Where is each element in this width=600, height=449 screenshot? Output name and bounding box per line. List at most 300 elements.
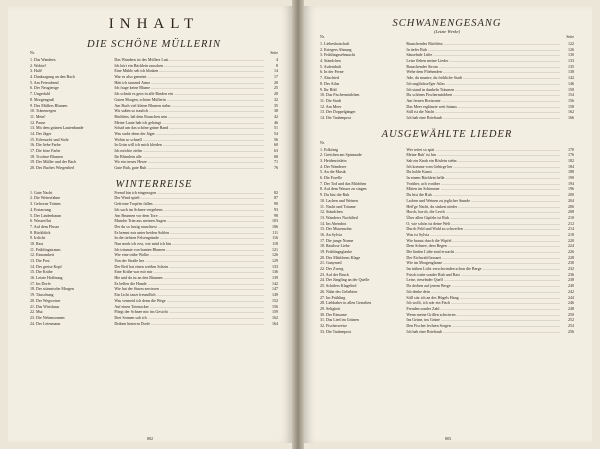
song-page: 139 bbox=[272, 275, 278, 281]
song-page: 121 bbox=[272, 246, 278, 252]
song-incipit: Ade, du muntre, du fröhliche Stadt ..... bbox=[406, 75, 560, 81]
song-incipit: War es also gemeint ..... bbox=[114, 74, 264, 80]
song-incipit: Dem Schnee, dem Regen ..... bbox=[406, 243, 560, 249]
song-title: 28. Liebhaber in allen Gestalten bbox=[320, 300, 372, 306]
song-page: 152 bbox=[272, 297, 278, 303]
song-title: 1. Gute Nacht bbox=[30, 189, 53, 195]
song-page: 154 bbox=[568, 92, 574, 98]
page-number-left: 802 bbox=[147, 436, 153, 441]
song-page: 164 bbox=[272, 320, 278, 326]
song-page: 51 bbox=[274, 125, 278, 131]
song-incipit: Wo ein treues Herze ..... bbox=[114, 159, 264, 165]
song-incipit: Gute Ruh, gute Ruh ..... bbox=[114, 165, 264, 171]
song-title: 3. Frühlingssehnsucht bbox=[320, 52, 356, 58]
song-incipit: Ich komme vom Gebirge her ..... bbox=[406, 164, 560, 170]
song-title: 14. Der Jäger bbox=[30, 130, 52, 136]
song-title: 15. Die Krähe bbox=[30, 269, 53, 275]
song-page: 236 bbox=[568, 271, 574, 277]
song-incipit: Rauschendes Bächlein ..... bbox=[406, 41, 560, 47]
song-title: 23. Die Nebensonnen bbox=[30, 314, 65, 320]
song-title: 5. Aufenthalt bbox=[320, 63, 341, 69]
song-page: 32 bbox=[274, 96, 278, 102]
song-title: 21. Ganymed bbox=[320, 260, 342, 266]
song-incipit: Der Reif hat einen weißen Schein ..... bbox=[114, 264, 264, 270]
song-page: 224 bbox=[568, 243, 574, 249]
song-title: 15. Eifersucht und Stolz bbox=[30, 136, 69, 142]
song-incipit: Du holde Kunst ..... bbox=[406, 169, 560, 175]
song-incipit: Den Fischer fechten Sorgen ..... bbox=[406, 323, 560, 329]
song-page: 93 bbox=[274, 206, 278, 212]
song-incipit: In Grün will ich mich kleiden ..... bbox=[114, 142, 264, 148]
song-incipit: Der Wind spielt ..... bbox=[114, 195, 264, 201]
song-page: 146 bbox=[568, 80, 574, 86]
song-title: 4. Danksagung an den Bach bbox=[30, 74, 75, 80]
song-incipit: Guten Morgen, schöne Müllerin ..... bbox=[114, 97, 264, 103]
song-title: 27. Im Frühling bbox=[320, 294, 346, 300]
song-page: 170 bbox=[568, 146, 574, 152]
song-incipit: Hie und da ist an den Bäumen ..... bbox=[114, 275, 264, 281]
song-incipit: Still ist die Nacht ..... bbox=[406, 109, 560, 115]
column-header-number: Nr. bbox=[320, 140, 325, 145]
song-title: 13. Mit dem grünen Lautenbande bbox=[30, 125, 84, 131]
song-page: 226 bbox=[568, 249, 574, 254]
song-incipit: Es brennt mir unter beiden Sohlen ..... bbox=[114, 230, 264, 236]
song-incipit: Wenn meine Grillen schwirren ..... bbox=[406, 312, 560, 318]
song-page: 240 bbox=[568, 283, 574, 289]
song-title: 24. Der Jüngling an der Quelle bbox=[320, 277, 370, 283]
song-list bbox=[30, 190, 278, 327]
song-title: 25. Schäfers Klagelied bbox=[320, 283, 357, 289]
song-page: 17 bbox=[274, 74, 278, 80]
song-incipit: Von der Straße her ..... bbox=[114, 258, 264, 264]
song-entry bbox=[320, 115, 574, 121]
song-title: 1. Erlkönig bbox=[320, 146, 338, 152]
song-title: 13. Wandrers Nachtlied bbox=[320, 214, 358, 220]
song-title: 9. Des Müllers Blumen bbox=[30, 102, 68, 108]
song-title: 11. Die Stadt bbox=[320, 97, 341, 103]
song-title: 7. Auf dem Flusse bbox=[30, 223, 60, 229]
column-header bbox=[320, 141, 574, 146]
column-header-number: Nr. bbox=[30, 51, 35, 55]
section-title: SCHWANENGESANG bbox=[392, 18, 502, 29]
song-page: 220 bbox=[568, 237, 574, 243]
song-incipit: Ins Grüne, ins Grüne ..... bbox=[406, 317, 560, 323]
song-incipit: Drüben hinterm Dorfe ..... bbox=[114, 321, 264, 327]
song-page: 20 bbox=[274, 79, 278, 85]
song-incipit: Der Eichwald brauset ..... bbox=[406, 255, 560, 261]
song-incipit: Ich such im Schnee vergebens ..... bbox=[114, 207, 264, 213]
song-incipit: Manche Trän aus meinen Augen ..... bbox=[114, 218, 264, 224]
song-title: 32. Fischerweise bbox=[320, 322, 347, 328]
song-title: 31. Das Lied im Grünen bbox=[320, 317, 359, 323]
song-title: 5. Der Lindenbaum bbox=[30, 212, 62, 218]
section-subtitle: (Letzte Werke) bbox=[434, 29, 460, 34]
song-incipit: Es bellen die Hunde ..... bbox=[114, 281, 264, 287]
song-title: 22. Der Zwerg bbox=[320, 266, 344, 272]
song-page: 188 bbox=[568, 169, 574, 175]
song-page: 248 bbox=[568, 305, 574, 311]
song-title: 6. Der Neugierige bbox=[30, 85, 59, 91]
song-incipit: Da droben auf jenem Berge ..... bbox=[406, 283, 560, 289]
song-incipit: Ich wollt, ich wär ein Fisch ..... bbox=[406, 300, 560, 306]
song-page: 116 bbox=[272, 235, 278, 241]
song-incipit: Der du so lustig rauschtest ..... bbox=[114, 224, 264, 230]
song-title: 12. Einsamkeit bbox=[30, 252, 54, 258]
song-list bbox=[320, 147, 574, 335]
song-title: 17. Die junge Nonne bbox=[320, 237, 354, 243]
song-page: 182 bbox=[568, 158, 574, 163]
song-incipit: Am Brunnen vor dem Tore ..... bbox=[114, 213, 264, 219]
right-page bbox=[304, 6, 592, 443]
song-page: 138 bbox=[568, 69, 574, 75]
song-incipit: Über allen Gipfeln ist Ruh ..... bbox=[406, 215, 560, 221]
column-header-number: Nr. bbox=[320, 35, 325, 39]
song-title: 3. Gefrorne Tränen bbox=[30, 201, 61, 207]
song-title: 9. Ihr Bild bbox=[320, 86, 337, 92]
song-title: 11. Nacht und Träume bbox=[320, 203, 356, 209]
song-incipit: Ich hab eine Brieftaub ..... bbox=[406, 115, 560, 121]
song-page: 208 bbox=[568, 209, 574, 215]
song-page: 230 bbox=[568, 260, 574, 266]
song-page: 130 bbox=[568, 52, 574, 58]
song-incipit: Ein Licht tanzt freundlich ..... bbox=[114, 292, 264, 298]
song-title: 7. Der Tod und das Mädchen bbox=[320, 180, 367, 186]
song-title: 12. Pause bbox=[30, 119, 46, 125]
song-title: 2. Die Wetterfahne bbox=[30, 195, 61, 201]
book-gutter bbox=[292, 0, 304, 449]
song-page: 54 bbox=[274, 130, 278, 136]
song-title: 21. Das Wirtshaus bbox=[30, 303, 60, 309]
song-title: 13. Die Post bbox=[30, 258, 50, 263]
section-title: AUSGEWÄHLTE LIEDER bbox=[381, 128, 513, 140]
song-title: 1. Liebesbotschaft bbox=[320, 41, 350, 46]
song-page: 111 bbox=[272, 229, 278, 235]
song-page: 56 bbox=[274, 136, 278, 142]
song-list bbox=[30, 57, 278, 171]
contents-title: INHALT bbox=[108, 16, 200, 32]
song-page: 63 bbox=[274, 148, 278, 153]
song-page: 150 bbox=[568, 86, 574, 92]
song-incipit: Fremd bin ich eingezogen ..... bbox=[114, 190, 264, 196]
song-page: 196 bbox=[568, 186, 574, 192]
song-incipit: Wie im Morgenglanze ..... bbox=[406, 260, 560, 266]
song-title: 20. Des Baches Wiegenlied bbox=[30, 165, 74, 171]
song-incipit: Bächlein, laß dein Rauschen sein ..... bbox=[114, 114, 264, 120]
song-title: 18. Rastlose Liebe bbox=[320, 243, 350, 249]
song-page: 118 bbox=[272, 240, 278, 246]
song-page: 206 bbox=[568, 203, 574, 209]
song-title: 5. An die Musik bbox=[320, 169, 346, 175]
song-title: 3. Heidenröslein bbox=[320, 158, 347, 163]
song-title: 7. Abschied bbox=[320, 75, 339, 81]
song-title: 19. Täuschung bbox=[30, 292, 54, 298]
song-page: 68 bbox=[274, 153, 278, 159]
song-incipit: In die tiefsten Felsengründe ..... bbox=[114, 235, 264, 241]
song-page: 122 bbox=[568, 41, 574, 46]
song-page: 136 bbox=[272, 269, 278, 275]
song-title: 4. Der Wanderer bbox=[320, 163, 347, 169]
song-title: 19. Der Müller und der Bach bbox=[30, 159, 77, 165]
song-page: 149 bbox=[272, 292, 278, 298]
song-incipit: Ich schnitt es gern in alle Rinden ein ..... bbox=[114, 91, 264, 97]
song-page: 4 bbox=[276, 57, 278, 62]
song-page: 184 bbox=[568, 163, 574, 169]
song-page: 232 bbox=[568, 266, 574, 272]
song-incipit: Ich hört ein Bächlein rauschen ..... bbox=[114, 63, 264, 69]
song-page: 190 bbox=[568, 175, 574, 181]
song-incipit: Säuselnde Lüfte ..... bbox=[406, 52, 560, 58]
song-title: 11. Frühlingstraum bbox=[30, 246, 61, 252]
song-page: 250 bbox=[568, 311, 574, 317]
song-title: 10. Das Fischermädchen bbox=[320, 92, 360, 98]
song-incipit: Die linden Lüfte sind erwacht ..... bbox=[406, 249, 560, 255]
left-page bbox=[8, 6, 292, 443]
song-incipit: Wie eine trübe Wolke ..... bbox=[114, 252, 264, 258]
song-title: 18. Der stürmische Morgen bbox=[30, 286, 74, 292]
song-incipit: Wehe dem Fliehenden ..... bbox=[406, 69, 560, 75]
song-incipit: Freuden sonder Zahl ..... bbox=[406, 306, 560, 312]
song-page: 106 bbox=[272, 223, 278, 229]
song-title: 20. Der Wegweiser bbox=[30, 297, 61, 303]
song-title: 17. Im Dorfe bbox=[30, 280, 51, 286]
song-incipit: Was ist Sylvia ..... bbox=[406, 232, 560, 238]
song-page: 244 bbox=[568, 294, 574, 300]
song-page: 254 bbox=[568, 322, 574, 328]
song-page: 126 bbox=[272, 252, 278, 258]
song-title: 8. Morgengruß bbox=[30, 96, 54, 102]
song-page: 42 bbox=[274, 113, 278, 119]
section-gap bbox=[30, 171, 278, 177]
song-incipit: Durch Feld und Wald zu schweifen ..... bbox=[406, 226, 560, 232]
song-title: 8. Rückblick bbox=[30, 229, 51, 235]
song-incipit: Am Bach viel kleine Blumen stehn ..... bbox=[114, 103, 264, 109]
song-page: 156 bbox=[272, 303, 278, 309]
song-incipit: Eine Mühle seh ich blinken ..... bbox=[114, 68, 264, 74]
song-page: 38 bbox=[274, 108, 278, 114]
right-page-content bbox=[320, 16, 574, 433]
song-incipit: O, wie schön ist deine Welt ..... bbox=[406, 221, 560, 227]
song-page: 252 bbox=[568, 317, 574, 323]
song-incipit: Vorüber, ach vorüber ..... bbox=[406, 181, 560, 187]
song-page: 228 bbox=[568, 254, 574, 260]
song-page: 14 bbox=[274, 68, 278, 74]
section-title: WINTERREISE bbox=[115, 178, 193, 190]
song-title: 12. Ständchen bbox=[320, 209, 343, 215]
song-incipit: Wohin so schnell ..... bbox=[114, 137, 264, 143]
song-page: 147 bbox=[272, 286, 278, 292]
song-incipit: Ich unglücksel'ger Atlas ..... bbox=[406, 81, 560, 87]
song-incipit: Im trüben Licht verschwinden schon die Berge ..... bbox=[406, 266, 560, 272]
song-title: 6. In der Ferne bbox=[320, 69, 344, 75]
song-page: 142 bbox=[568, 75, 574, 81]
song-title: 5. Am Feierabend bbox=[30, 79, 59, 85]
song-incipit: Eine Krähe war mit mir ..... bbox=[114, 269, 264, 275]
song-incipit: Ich stand in dunkeln Träumen ..... bbox=[406, 87, 560, 93]
song-page: 256 bbox=[568, 328, 574, 334]
column-header-page: Seite bbox=[566, 35, 574, 39]
song-incipit: Gefrorne Tropfen fallen ..... bbox=[114, 201, 264, 207]
song-title: 15. Der Musensohn bbox=[320, 226, 352, 232]
song-page: 25 bbox=[274, 85, 278, 91]
song-page: 71 bbox=[274, 159, 278, 165]
song-page: 133 bbox=[272, 263, 278, 269]
song-page: 166 bbox=[568, 114, 574, 120]
song-incipit: Heil'ge Nacht, du sinkest nieder ..... bbox=[406, 204, 560, 210]
song-incipit: Ich frage keine Blume ..... bbox=[114, 85, 264, 91]
song-page: 194 bbox=[568, 180, 574, 186]
song-incipit: Das Wandern ist des Müllers Lust ..... bbox=[114, 57, 264, 63]
song-title: 8. Auf dem Wasser zu singen bbox=[320, 186, 367, 192]
song-incipit: Schad um das schöne grüne Band ..... bbox=[114, 125, 264, 131]
song-page: 212 bbox=[568, 220, 574, 226]
song-incipit: Ihr Blümlein alle ..... bbox=[114, 154, 264, 160]
song-incipit: Auf einen Totenacker ..... bbox=[114, 304, 264, 310]
section-gap bbox=[320, 121, 574, 127]
song-page: 135 bbox=[568, 63, 574, 69]
song-title: 2. Wohin? bbox=[30, 62, 47, 68]
song-incipit: Hätt ich tausend Arme ..... bbox=[114, 80, 264, 86]
song-incipit: Fliegt der Schnee mir ins Gesicht ..... bbox=[114, 309, 264, 315]
song-page: 162 bbox=[272, 314, 278, 320]
song-title: 10. Rast bbox=[30, 240, 44, 246]
song-incipit: In tiefer Ruh ..... bbox=[406, 47, 560, 53]
song-incipit: Wer reitet so spät ..... bbox=[406, 147, 560, 153]
song-title: 16. Die liebe Farbe bbox=[30, 142, 61, 148]
song-list bbox=[320, 41, 574, 121]
song-title: 16. An Sylvia bbox=[320, 231, 342, 237]
song-incipit: Ich denke dein ..... bbox=[406, 289, 560, 295]
song-page: 210 bbox=[568, 214, 574, 220]
song-title: 29. Seligkeit bbox=[320, 305, 341, 311]
song-title: 4. Ständchen bbox=[320, 58, 341, 64]
song-page: 90 bbox=[274, 201, 278, 207]
song-title: 14. Im Abendrot bbox=[320, 220, 347, 226]
song-incipit: Leise flehen meine Lieder ..... bbox=[406, 58, 560, 64]
song-title: 2. Gretchen am Spinnrade bbox=[320, 152, 362, 158]
song-page: 28 bbox=[274, 91, 278, 97]
song-title: 19. Frühlingsglaube bbox=[320, 249, 352, 254]
song-title: 8. Der Atlas bbox=[320, 80, 340, 86]
song-title: 24. Der Leiermann bbox=[30, 320, 61, 326]
song-incipit: Was vermeid ich denn die Wege ..... bbox=[114, 298, 264, 304]
column-header bbox=[320, 35, 574, 40]
song-title: 20. Des Mädchens Klage bbox=[320, 254, 361, 260]
song-title: 30. Der Einsame bbox=[320, 311, 347, 317]
song-title: 14. Die Taubenpost bbox=[320, 114, 352, 120]
song-page: 87 bbox=[274, 195, 278, 201]
song-incipit: Wie hat der Sturm zerrissen ..... bbox=[114, 286, 264, 292]
song-title: 14. Der greise Kopf bbox=[30, 263, 62, 269]
song-page: 176 bbox=[568, 152, 574, 158]
song-incipit: Sah ein Knab ein Röslein stehn ..... bbox=[406, 158, 560, 164]
song-page: 60 bbox=[274, 142, 278, 148]
song-incipit: Ich möchte ziehn ..... bbox=[114, 148, 264, 154]
song-page: 46 bbox=[274, 119, 278, 125]
song-entry bbox=[30, 321, 278, 327]
song-page: 103 bbox=[272, 218, 278, 224]
song-page: 162 bbox=[568, 109, 574, 115]
song-title: 16. Letzte Hoffnung bbox=[30, 275, 63, 281]
right-sections bbox=[320, 18, 574, 334]
song-incipit: Ich träumte von bunten Blumen ..... bbox=[114, 247, 264, 253]
song-incipit: Drei Sonnen sah ich ..... bbox=[114, 315, 264, 321]
song-entry bbox=[320, 329, 574, 335]
song-title: 6. Wasserflut bbox=[30, 218, 51, 224]
song-incipit: Ich hab eine Brieftaub ..... bbox=[406, 329, 560, 335]
song-incipit: Horch, horch, die Lerch ..... bbox=[406, 209, 560, 215]
song-title: 13. Der Doppelgänger bbox=[320, 109, 356, 115]
song-incipit: Rauschender Strom ..... bbox=[406, 64, 560, 70]
song-title: 18. Trockne Blumen bbox=[30, 153, 63, 159]
song-title: 4. Erstarrung bbox=[30, 206, 51, 212]
left-page-content bbox=[30, 16, 278, 433]
song-incipit: Du schönes Fischermädchen ..... bbox=[406, 92, 560, 98]
song-page: 142 bbox=[272, 280, 278, 286]
song-title: 2. Kriegers Ahnung bbox=[320, 46, 352, 52]
song-page: 158 bbox=[568, 103, 574, 109]
song-page: 133 bbox=[568, 58, 574, 64]
song-title: 10. Lachen und Weinen bbox=[320, 197, 358, 203]
song-incipit: Nun merk ich erst, wie müd ich bin ..... bbox=[114, 241, 264, 247]
song-incipit: Frisch trabe sonder Ruh und Rast ..... bbox=[406, 272, 560, 278]
song-incipit: Meine Laute hab ich gehängt ..... bbox=[114, 120, 264, 126]
column-header bbox=[30, 51, 278, 56]
song-page: 98 bbox=[274, 212, 278, 218]
song-incipit: Mitten im Schimmer ..... bbox=[406, 186, 560, 192]
song-title: 11. Mein! bbox=[30, 113, 46, 119]
song-incipit: Am fernen Horizonte ..... bbox=[406, 98, 560, 104]
song-title: 9. Du bist die Ruh bbox=[320, 192, 350, 198]
song-incipit: In einem Bächlein helle ..... bbox=[406, 175, 560, 181]
song-incipit: Still sitz ich an des Hügels Hang ..... bbox=[406, 295, 560, 301]
song-incipit: Meine Ruh' ist hin ..... bbox=[406, 152, 560, 158]
song-title: 12. Am Meer bbox=[320, 103, 342, 109]
song-title: 22. Mut bbox=[30, 309, 43, 315]
song-incipit: Du bist die Ruh ..... bbox=[406, 192, 560, 198]
song-page: 242 bbox=[568, 288, 574, 294]
song-title: 17. Die böse Farbe bbox=[30, 148, 61, 153]
song-incipit: Lachen und Weinen zu jeglicher Stunde ..... bbox=[406, 198, 560, 204]
song-title: 23. Auf der Bruck bbox=[320, 271, 349, 277]
song-page: 156 bbox=[568, 97, 574, 103]
song-page: 204 bbox=[568, 197, 574, 203]
song-page: 246 bbox=[568, 300, 574, 306]
song-page: 218 bbox=[568, 231, 574, 237]
song-incipit: Was sucht denn der Jäger ..... bbox=[114, 131, 264, 137]
song-entry bbox=[30, 165, 278, 171]
song-title: 7. Ungeduld bbox=[30, 91, 50, 97]
song-page: 214 bbox=[568, 226, 574, 232]
song-title: 33. Die Taubenpost bbox=[320, 328, 352, 334]
song-page: 129 bbox=[272, 258, 278, 263]
song-page: 200 bbox=[568, 192, 574, 198]
song-title: 9. Irrlicht bbox=[30, 235, 46, 241]
page-number-right: 803 bbox=[445, 436, 451, 441]
song-incipit: Das Meer erglänzte weit hinaus ..... bbox=[406, 104, 560, 110]
song-page: 8 bbox=[276, 62, 278, 68]
song-incipit: Wir saßen so traulich ..... bbox=[114, 108, 264, 114]
song-page: 82 bbox=[274, 189, 278, 195]
song-title: 3. Halt! bbox=[30, 68, 43, 74]
left-sections bbox=[30, 39, 278, 326]
song-title: 1. Das Wandern bbox=[30, 57, 56, 62]
column-header-page: Seite bbox=[270, 51, 278, 55]
song-incipit: Wie braust durch die Wipfel ..... bbox=[406, 238, 560, 244]
song-page: 76 bbox=[274, 165, 278, 171]
song-title: 6. Die Forelle bbox=[320, 175, 343, 181]
song-title: 26. Nähe des Geliebten bbox=[320, 288, 358, 294]
song-incipit: Leise, rieselnder Quell ..... bbox=[406, 277, 560, 283]
